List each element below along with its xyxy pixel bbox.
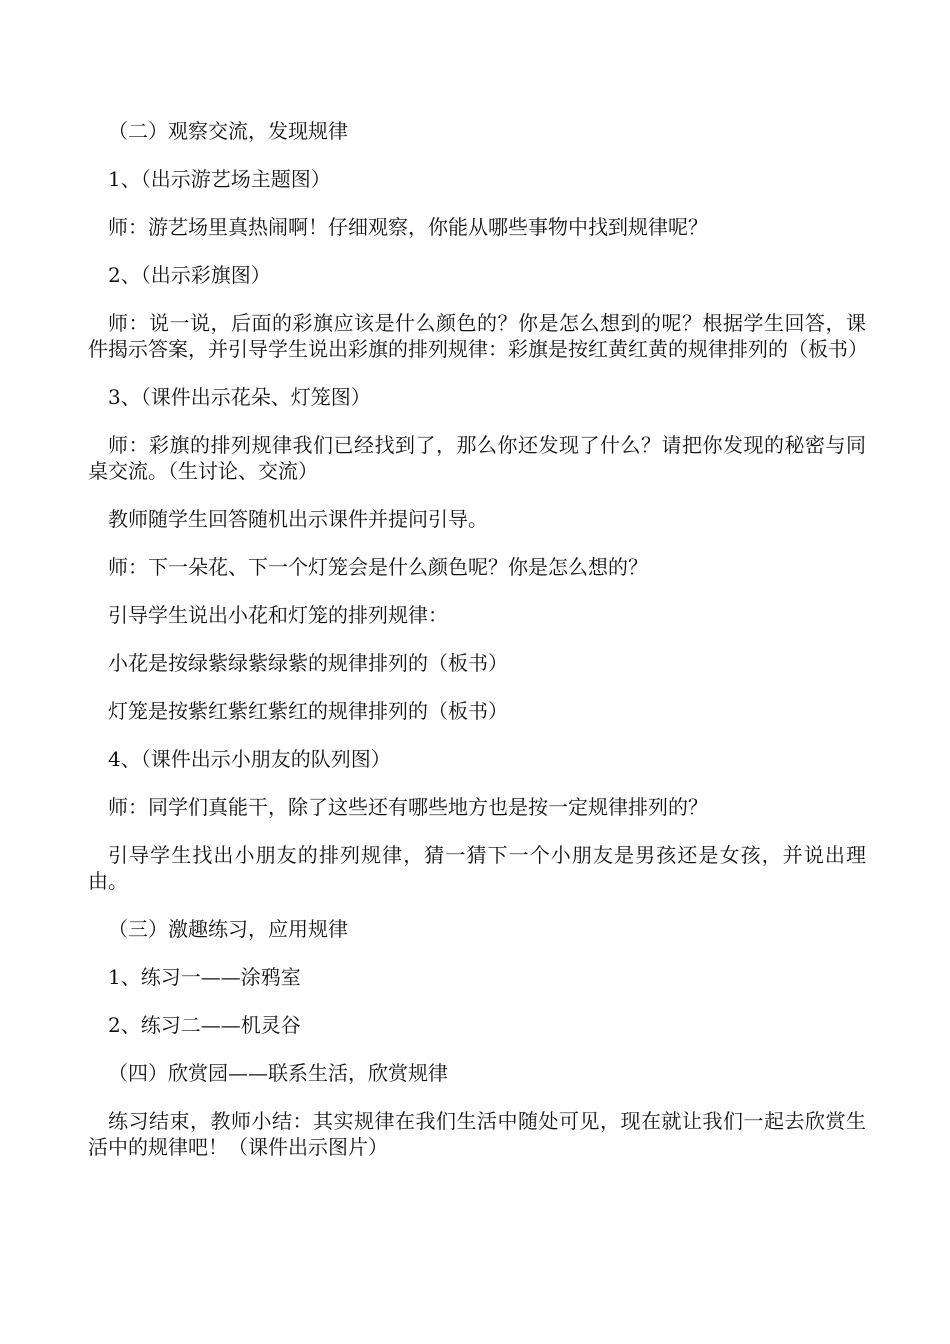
paragraph: 引导学生说出小花和灯笼的排列规律：: [108, 603, 448, 627]
paragraph: 灯笼是按紫红紫红紫红的规律排列的（板书）: [108, 699, 508, 723]
step-4: 4、（课件出示小朋友的队列图）: [108, 747, 391, 771]
step-2: 2、（出示彩旗图）: [108, 263, 271, 287]
paragraph: 练习结束，教师小结：其实规律在我们生活中随处可见，现在就让我们一起去欣赏生活中的规律吧！（课件出示图片）: [88, 1109, 866, 1159]
teacher-line: 师：说一说，后面的彩旗应该是什么颜色的？你是怎么想到的呢？根据学生回答，课件揭示答案，并引导学生说出彩旗的排列规律：彩旗是按红黄红黄的规律排列的（板书）: [88, 311, 868, 361]
step-3: 3、（课件出示花朵、灯笼图）: [108, 385, 371, 409]
teacher-line: 师：下一朵花、下一个灯笼会是什么颜色呢？你是怎么想的？: [108, 555, 648, 579]
document-page: [88, 118, 866, 1182]
section-heading-2: （二）观察交流，发现规律: [108, 119, 348, 143]
exercise-2: 2、练习二——机灵谷: [108, 1013, 301, 1037]
teacher-line: 师：彩旗的排列规律我们已经找到了，那么你还发现了什么？请把你发现的秘密与同桌交流。（生讨论、交流）: [88, 433, 866, 483]
paragraph: 小花是按绿紫绿紫绿紫的规律排列的（板书）: [108, 651, 508, 675]
teacher-line: 师：游艺场里真热闹啊！仔细观察，你能从哪些事物中找到规律呢？: [108, 215, 708, 239]
teacher-line: 师：同学们真能干，除了这些还有哪些地方也是按一定规律排列的？: [108, 795, 708, 819]
step-1: 1、（出示游艺场主题图）: [108, 167, 331, 191]
paragraph: 引导学生找出小朋友的排列规律，猜一猜下一个小朋友是男孩还是女孩，并说出理由。: [88, 843, 866, 893]
exercise-1: 1、练习一——涂鸦室: [108, 965, 301, 989]
section-heading-4: （四）欣赏园——联系生活，欣赏规律: [108, 1061, 448, 1085]
section-heading-3: （三）激趣练习，应用规律: [108, 917, 348, 941]
paragraph: 教师随学生回答随机出示课件并提问引导。: [108, 507, 488, 531]
